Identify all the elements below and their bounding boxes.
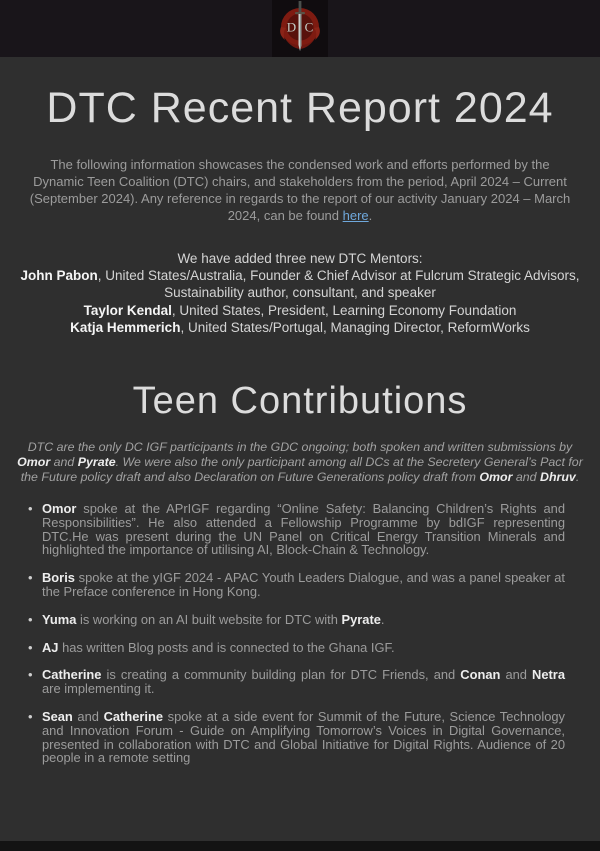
text-segment: . — [368, 208, 373, 223]
text-segment: has written Blog posts and is connected to the Ghana IGF. — [58, 639, 395, 655]
list-item — [28, 641, 565, 655]
text-segment: spoke at the APrIGF regarding “Online Safety: Balancing Children’s Rights and Responsibilities”. He also attended a Fellowship Programme by bdIGF representing DTC.He was present during the UN Panel on Critical Energy Transition Minerals and highlighted the importance of utilising AI, Block-Chain & Technology. — [42, 501, 565, 558]
text-segment: spoke at a side event for Summit of the Future, Science Technology and Innovation Forum - Guide on Amplifying Tomorrow’s Voices in Digital Governance, presented in collaboration with DTC and Global Initiative for Digital Rights. Audience of 20 people in a remote setting — [42, 708, 566, 766]
highlight-name: Netra — [532, 667, 565, 683]
text-segment: DTC are the only DC IGF participants in the GDC ongoing; both spoken and written submissions by — [27, 440, 573, 455]
text-segment: The following information showcases the condensed work and efforts performed by the Dynamic Teen Coalition (DTC) chairs, and stakeholders from the period, April 2024 – Current (September 2024). Any reference in regards to the report of our activity January 2024 – March 2024, can be found — [29, 157, 571, 223]
text-segment: and — [50, 455, 78, 470]
text-segment: , United States/Portugal, Managing Director, ReformWorks — [180, 319, 530, 335]
highlight-name: Pyrate — [341, 611, 381, 627]
text-segment: , United States, President, Learning Economy Foundation — [171, 302, 517, 318]
highlight-name: Pyrate — [77, 455, 116, 470]
contributions-list — [28, 502, 565, 765]
list-item — [28, 613, 565, 627]
here-link[interactable]: here — [342, 208, 369, 223]
text-segment: and — [500, 667, 533, 683]
text-segment: and — [512, 470, 541, 485]
intro-paragraph — [26, 156, 574, 224]
text-segment: are implementing it. — [42, 681, 155, 697]
mentor-line — [15, 302, 585, 319]
highlight-name: Omor — [17, 455, 51, 470]
contributions-intro — [17, 440, 583, 485]
text-segment: . We were also the only participant among all DCs at the Secretery General’s Pact for the Future policy draft and also Declaration on Future Generations policy draft from — [20, 455, 583, 485]
list-item — [28, 571, 565, 599]
highlight-name: Sean — [42, 708, 73, 724]
highlight-name: Dhruv — [540, 470, 576, 485]
dtc-logo — [272, 0, 328, 57]
list-item — [28, 668, 565, 696]
page-title: DTC Recent Report 2024 — [46, 84, 554, 132]
highlight-name: Yuma — [42, 611, 77, 627]
text-segment: and — [72, 708, 104, 724]
mentor-line — [15, 267, 585, 301]
highlight-name: Omor — [479, 470, 513, 485]
text-segment: , United States/Australia, Founder & Chief Advisor at Fulcrum Strategic Advisors, Sustainability author, consultant, and speaker — [97, 268, 580, 301]
logo-letter-d: D — [286, 19, 297, 35]
mentor-line — [15, 319, 585, 336]
footer-bar — [0, 841, 600, 851]
highlight-name: Boris — [42, 570, 75, 586]
text-segment: spoke at the yIGF 2024 - APAC Youth Leaders Dialogue, and was a panel speaker at the Preface conference in Hong Kong. — [42, 570, 565, 599]
highlight-name: Catherine — [42, 667, 102, 683]
highlight-name: Taylor Kendal — [83, 302, 172, 318]
highlight-name: Conan — [460, 667, 501, 683]
text-segment: . — [380, 611, 385, 627]
section-title: Teen Contributions — [132, 380, 468, 423]
list-item — [28, 502, 565, 557]
highlight-name: AJ — [42, 639, 59, 655]
header-bar — [0, 0, 600, 57]
text-segment: is working on an AI built website for DTC with — [76, 611, 342, 627]
text-segment: is creating a community building plan for DTC Friends, and — [101, 667, 461, 683]
highlight-name: Omor — [42, 501, 77, 517]
mentors-section — [15, 250, 585, 336]
dtc-emblem-icon — [272, 0, 328, 57]
mentors-heading: We have added three new DTC Mentors: — [177, 251, 423, 266]
highlight-name: Catherine — [103, 708, 164, 724]
text-segment: . — [575, 470, 580, 485]
report-page — [0, 57, 600, 841]
list-item — [28, 710, 565, 765]
logo-letter-c: C — [304, 19, 314, 35]
highlight-name: Katja Hemmerich — [70, 319, 181, 335]
highlight-name: John Pabon — [20, 268, 98, 284]
